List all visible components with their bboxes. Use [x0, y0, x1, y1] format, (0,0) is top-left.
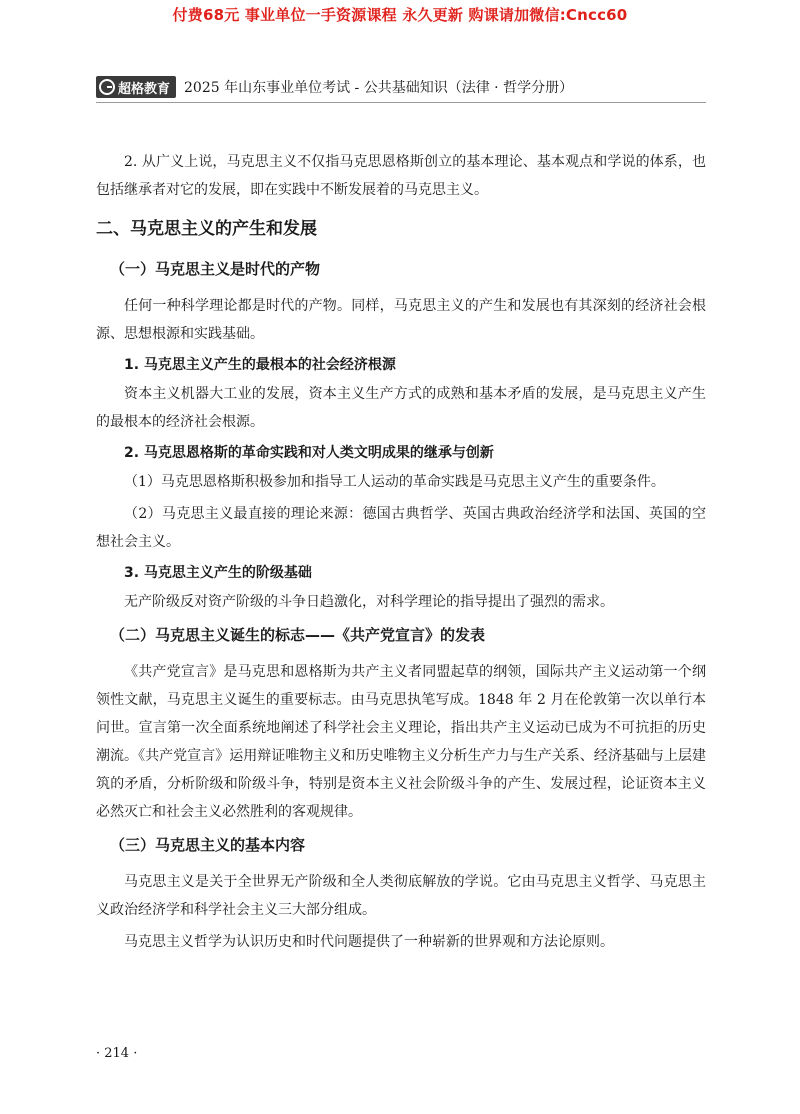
page-header — [96, 72, 706, 103]
paragraph-era-product: 任何一种科学理论都是时代的产物。同样，马克思主义的产生和发展也有其深刻的经济社会根源、思想根源和实践基础。 — [96, 298, 706, 342]
paragraph-manifesto: 《共产党宣言》是马克思和恩格斯为共产主义者同盟起草的纲领，国际共产主义运动第一个纲领性文献，马克思主义诞生的重要标志。由马克思执笔写成。1848 年 2 月在伦敦第一次以单行本问世。宣言第一次全面系统地阐述了科学社会主义理论，指出共产主义运动已成为不可抗拒的历史潮流。《共产党宣言》运用辩证唯物主义和历史唯物主义分析生产力与生产关系、经济基础与上层建筑的矛盾，分析阶级和阶级斗争，特别是资本主义社会阶级斗争的产生、发展过程，论证资本主义必然灭亡和社会主义必然胜利的客观规律。 — [96, 664, 706, 820]
paragraph-theoretical-sources: （2）马克思主义最直接的理论来源：德国古典哲学、英国古典政治经济学和法国、英国的空想社会主义。 — [96, 506, 706, 550]
paragraph-class-basis: 无产阶级反对资产阶级的斗争日趋激化，对科学理论的指导提出了强烈的需求。 — [124, 594, 614, 610]
header-title: 2025 年山东事业单位考试 - 公共基础知识（法律 · 哲学分册） — [184, 80, 574, 96]
paragraph-intro: 2. 从广义上说，马克思主义不仅指马克思恩格斯创立的基本理论、基本观点和学说的体系，也包括继承者对它的发展，即在实践中不断发展着的马克思主义。 — [96, 154, 706, 198]
subsection-heading-2: （二）马克思主义诞生的标志——《共产党宣言》的发表 — [110, 626, 486, 644]
page-content — [96, 148, 706, 960]
paragraph-philosophy: 马克思主义哲学为认识历史和时代问题提供了一种崭新的世界观和方法论原则。 — [124, 934, 614, 950]
publisher-logo — [96, 76, 176, 98]
subsection-heading-3: （三）马克思主义的基本内容 — [110, 836, 306, 854]
logo-text: 超格教育 — [118, 81, 171, 97]
section-heading: 二、马克思主义的产生和发展 — [96, 219, 317, 239]
promo-banner: 付费68元 事业单位一手资源课程 永久更新 购课请加微信:Cncc60 — [172, 6, 628, 24]
paragraph-revolutionary-practice: （1）马克思恩格斯积极参加和指导工人运动的革命实践是马克思主义产生的重要条件。 — [124, 474, 665, 490]
paragraph-economic-root: 资本主义机器大工业的发展，资本主义生产方式的成熟和基本矛盾的发展，是马克思主义产生的最根本的经济社会根源。 — [96, 386, 706, 430]
point-heading-3: 3. 马克思主义产生的阶级基础 — [124, 565, 312, 581]
point-heading-1: 1. 马克思主义产生的最根本的社会经济根源 — [124, 357, 396, 373]
subsection-heading-1: （一）马克思主义是时代的产物 — [110, 260, 321, 278]
paragraph-basic-content: 马克思主义是关于全世界无产阶级和全人类彻底解放的学说。它由马克思主义哲学、马克思主义政治经济学和科学社会主义三大部分组成。 — [96, 874, 706, 918]
page-number: · 214 · — [96, 1046, 138, 1061]
g-logo-icon — [99, 79, 115, 95]
point-heading-2: 2. 马克思恩格斯的革命实践和对人类文明成果的继承与创新 — [124, 445, 494, 461]
